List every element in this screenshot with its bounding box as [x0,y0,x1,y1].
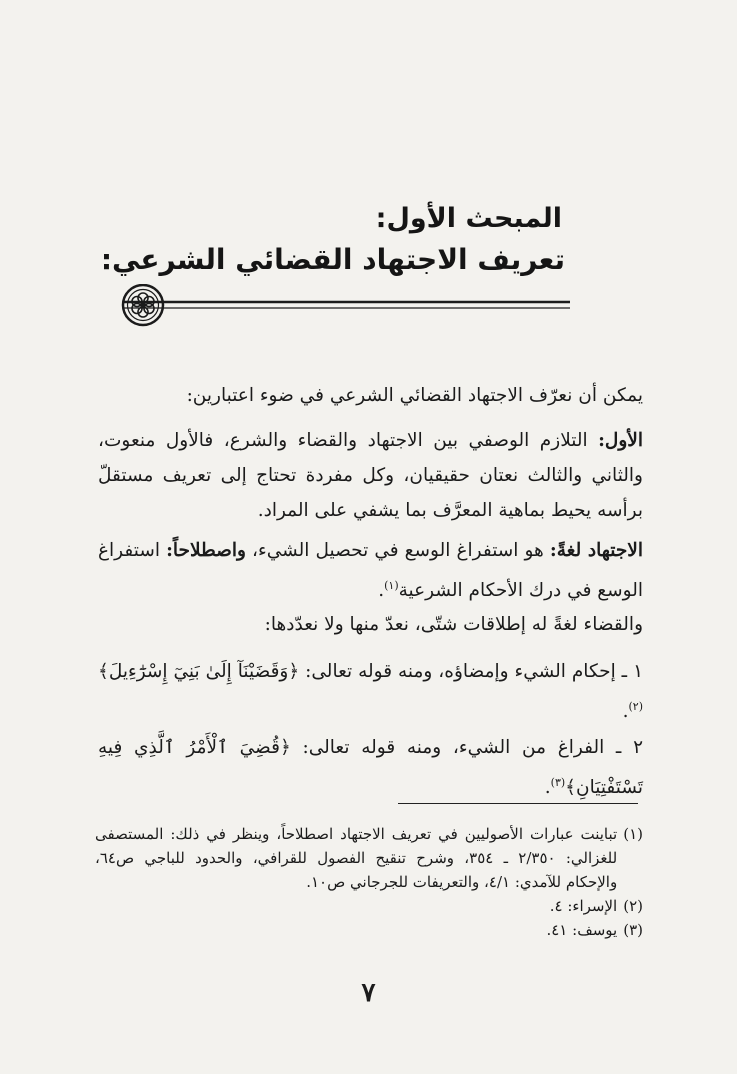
footnotes [95,822,643,942]
first-text: التلازم الوصفي بين الاجتهاد والقضاء والشرع، فالأول منعوت، والثاني والثالث نعتان حقيقيان، وكل مفردة تحتاج إلى تعريف مستقلّ برأسه يحيط بماهية المعرَّف بما يشفي على المراد. [98,430,643,521]
istilah-label: واصطلاحاً: [166,540,246,561]
first-label: الأول: [598,430,643,451]
ijtihad-definition-paragraph [98,533,643,608]
footnote-ref-2[interactable]: (٢) [628,700,643,713]
qada-paragraph: والقضاء لغةً له إطلاقات شتّى، نعدّ منها ولا نعدّدها: [264,614,643,635]
intro-paragraph: يمكن أن نعرّف الاجتهاد القضائي الشرعي في ضوء اعتبارين: [186,385,643,406]
list-item [98,654,643,729]
list-item-text: ٢ ـ الفراغ من الشيء، ومنه قوله تعالى: ﴿قُضِيَ ٱلْأَمْرُ ٱلَّذِي فِيهِ تَسْتَفْتِيَانِ﴾ [98,737,643,799]
section-heading: المبحث الأول: [375,203,562,234]
list-item-text: ١ ـ إحكام الشيء وإمضاؤه، ومنه قوله تعالى: ﴿وَقَضَيْنَآ إِلَىٰ بَنِيٓ إِسْرَٰٓءِيلَ﴾ [98,661,643,682]
footnote-number: (٢) [623,897,643,915]
list-item-end: . [544,777,551,799]
list-item [98,730,643,805]
footnote-ref-1[interactable]: (١) [384,579,399,592]
page-number: ٧ [361,978,376,1008]
footnote-number: (٣) [623,921,643,939]
divider-ornament-icon [118,284,618,334]
footnote-text: يوسف: ٤١. [546,921,618,939]
footnote [95,822,643,894]
ijtihad-end: . [378,580,385,602]
ijtihad-label: الاجتهاد لغةً: [549,540,643,561]
footnote-ref-3[interactable]: (٣) [550,776,566,789]
footnote-number: (١) [623,825,643,843]
ijtihad-text: هو استفراغ الوسع في تحصيل الشيء، [245,540,550,561]
footnote [95,918,643,942]
istilah-text: استفراغ الوسع في درك الأحكام الشرعية [98,540,643,602]
footnote [95,894,643,918]
section-title: تعريف الاجتهاد القضائي الشرعي: [100,243,565,276]
footnote-separator [398,803,638,804]
first-consideration-paragraph [98,423,643,528]
footnote-text: الإسراء: ٤. [549,897,618,915]
footnote-text: تباينت عبارات الأصوليين في تعريف الاجتهاد اصطلاحاً، وينظر في ذلك: المستصفى للغزالي: ٢/٣٥٠ ـ ٣٥٤، وشرح تنقيح الفصول للقرافي، والحدود للباجي ص٦٤، والإحكام للآمدي: ٤/١، والتعريفات للجرجاني ص١٠. [95,825,618,891]
list-item-end: . [622,701,629,723]
